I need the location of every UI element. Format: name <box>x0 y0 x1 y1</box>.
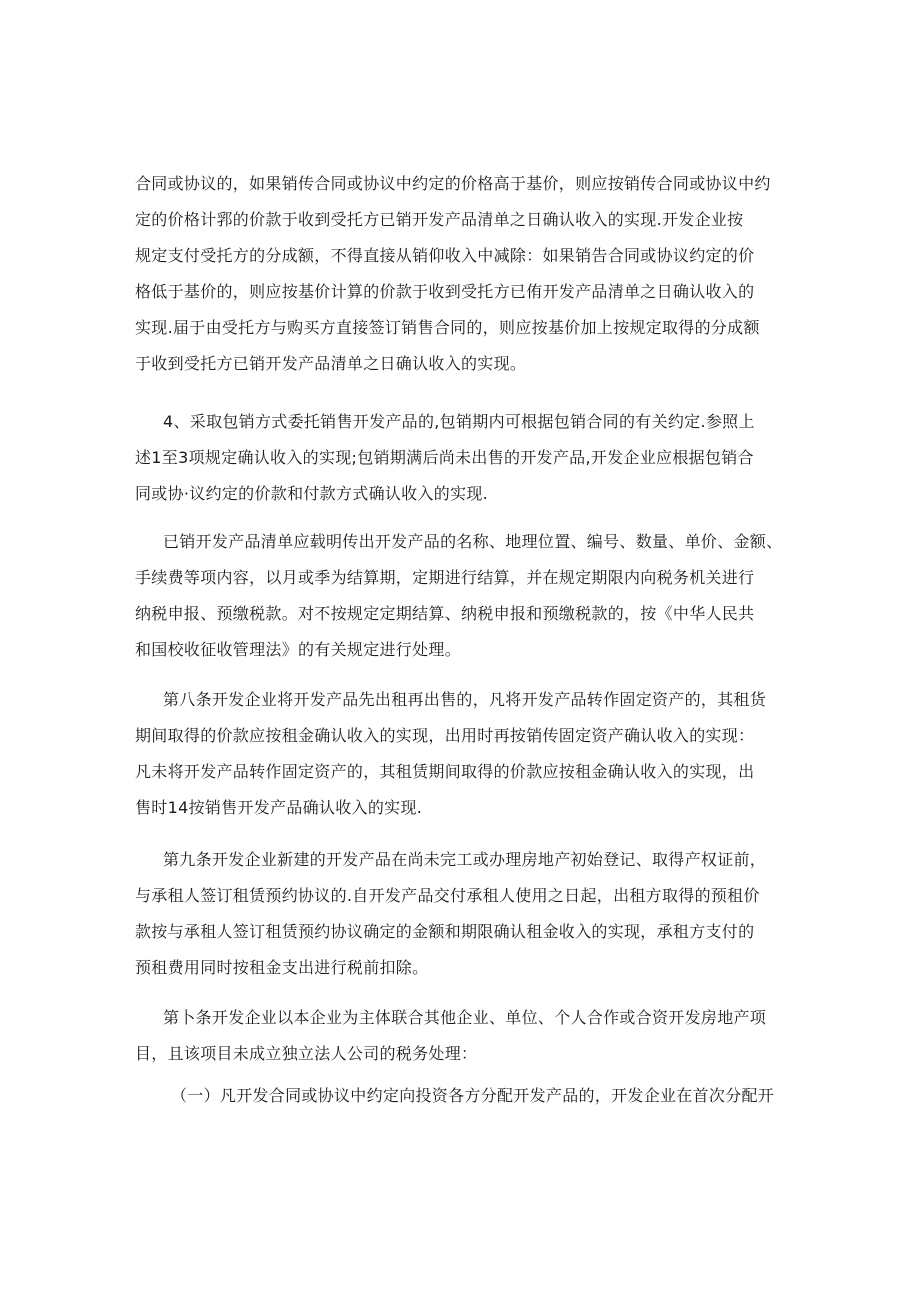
text-line: 纳税申报、预缴税款。对不按规定定期结算、纳税申报和预缴税款的，按《中华人民共 <box>135 604 755 623</box>
text-line: 第卜条开发企业以本企业为主体联合其他企业、单位、个人合作或合资开发房地产项 <box>163 1008 767 1027</box>
text-line: 于收到受托方已销开发产品清单之日确认收入的实现。 <box>135 354 527 373</box>
text-line: 定的价格计郛的价款于收到受托方已销开发产品清单之日确认收入的实现.开发企业按 <box>135 210 744 229</box>
text-line: 目，且该项目未成立独立法人公司的税务处理： <box>135 1044 478 1063</box>
text-line: （一）凡开发合同或协议中约定向投资各方分配开发产品的，开发企业在首次分配开 <box>171 1086 775 1105</box>
text-line: 凡未将开发产品转作固定资产的，其租赁期间取得的价款应按租金确认收入的实现，出 <box>135 762 755 781</box>
text-line: 实现.届于由受托方与购买方直接签订销售合同的，则应按基价加上按规定取得的分成额 <box>135 318 760 337</box>
text-line: 第八条开发企业将开发产品先出租再出售的，凡将开发产品转作固定资产的，其租货 <box>163 690 767 709</box>
text-line: 手续费等项内容，以月或季为结算期，定期进行结算，并在规定期限内向税务机关进行 <box>135 568 755 587</box>
paragraph-3 <box>135 524 787 668</box>
paragraph-2 <box>135 404 787 512</box>
paragraph-5 <box>135 842 787 986</box>
text-line: 与承租人签订租赁预约协议的.自开发产品交付承租人使用之日起，出租方取得的预租价 <box>135 886 760 905</box>
text-line: 述1至3项规定确认收入的实现;包销期满后尚未出售的开发产品,开发企业应根据包销合 <box>135 448 754 467</box>
text-line: 期间取得的价款应按租金确认收入的实现，出用时再按销传固定资产确认收入的实现： <box>135 726 755 745</box>
text-line: 已销开发产品清单应载明传出开发产品的名称、地理位置、编号、数量、单价、金额、 <box>163 532 783 551</box>
text-line: 4、采取包销方式委托销售开发产品的,包销期内可根据包销合同的有关约定.参照上 <box>163 412 755 431</box>
paragraph-7 <box>135 1078 787 1114</box>
text-line: 同或协·议约定的价款和付款方式确认收入的实现. <box>135 484 489 503</box>
text-line: 合同或协议的，如果销传合同或协议中约定的价格高于基价，则应按销传合同或协议中约 <box>135 174 771 193</box>
text-line: 规定支付受托方的分成额，不得直接从销仰收入中减除：如果销告合同或协议约定的价 <box>135 246 755 265</box>
paragraph-1 <box>135 166 787 382</box>
text-line: 预租费用同时按租金支出进行税前扣除。 <box>135 958 429 977</box>
paragraph-4 <box>135 682 787 826</box>
text-line: 格低于基价的，则应按基价计算的价款于收到受托方已侑开发产品清单之日确认收入的 <box>135 282 755 301</box>
text-line: 第九条开发企业新建的开发产品在尚未完工或办理房地产初始登记、取得产权证前， <box>163 850 767 869</box>
text-line: 和国校收征收管理法》的有关规定进行处理。 <box>135 640 462 659</box>
text-line: 款按与承租人签订租赁预约协议确定的金额和期限确认租金收入的实现，承租方支付的 <box>135 922 755 941</box>
text-line: 售时14按销售开发产品确认收入的实现. <box>135 798 423 817</box>
paragraph-6 <box>135 1000 787 1072</box>
